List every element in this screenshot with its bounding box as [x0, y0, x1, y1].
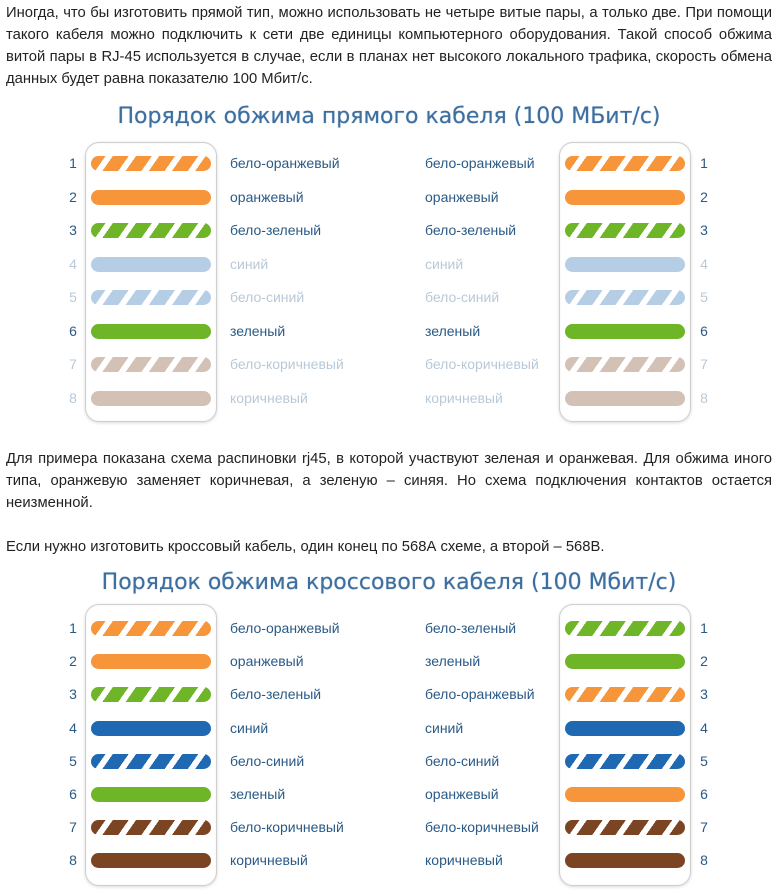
right-wire-8 [565, 853, 685, 868]
left-wire-label: бело-зеленый [230, 222, 322, 238]
left-wire-label: синий [230, 719, 269, 736]
left-wire-3 [91, 223, 211, 238]
right-wire-7 [565, 357, 685, 372]
left-wire-label: зеленый [230, 786, 286, 802]
left-wire-label: коричневый [230, 389, 308, 406]
right-wire-label: бело-синий [425, 289, 500, 305]
left-wire-label: бело-синий [230, 289, 305, 305]
right-pin-number: 4 [700, 719, 708, 736]
right-pin-number: 7 [700, 819, 708, 836]
middle-paragraph: Для примера показана схема распиновки rj45, в которой участвуют зеленая и оранжевая. Для обжима иного типа, оранжевую заменяет коричневая, а зеленую – синяя. Но схема подключения контактов остается неизменной. [6, 451, 772, 511]
right-wire-2 [565, 190, 685, 205]
left-pin-number: 2 [69, 188, 77, 205]
right-pin-number: 1 [700, 155, 708, 171]
right-wire-label: бело-коричневый [425, 356, 539, 372]
left-pin-number: 2 [69, 653, 77, 670]
right-wire-7 [565, 820, 685, 835]
right-wire-label: зеленый [425, 322, 481, 339]
right-wire-label: синий [425, 255, 464, 272]
left-wire-label: оранжевый [230, 653, 304, 670]
left-wire-8 [91, 391, 211, 406]
left-pin-number: 5 [69, 289, 77, 305]
left-wire-label: бело-оранжевый [230, 155, 340, 171]
left-wire-4 [91, 257, 211, 272]
right-wire-label: бело-оранжевый [425, 155, 535, 171]
right-wire-1 [565, 156, 685, 171]
left-wire-label: бело-зеленый [230, 686, 322, 703]
right-wire-4 [565, 721, 685, 736]
right-wire-label: коричневый [425, 389, 503, 406]
cross-intro-paragraph: Если нужно изготовить кроссовый кабель, один конец по 568А схеме, а второй – 568В. [6, 539, 605, 555]
left-wire-label: бело-оранжевый [230, 620, 340, 636]
left-wire-5 [91, 754, 211, 769]
left-wire-label: бело-коричневый [230, 356, 344, 372]
left-wire-label: оранжевый [230, 188, 304, 205]
left-wire-2 [91, 654, 211, 669]
right-wire-label: бело-синий [425, 752, 500, 769]
right-wire-label: бело-зеленый [425, 620, 517, 636]
right-wire-label: оранжевый [425, 786, 499, 802]
left-pin-number: 8 [69, 389, 77, 406]
right-wire-6 [565, 324, 685, 339]
left-pin-number: 8 [69, 852, 77, 869]
left-wire-5 [91, 290, 211, 305]
right-pin-number: 8 [700, 852, 708, 869]
right-pin-number: 1 [700, 620, 708, 636]
left-wire-4 [91, 721, 211, 736]
right-pin-number: 3 [700, 686, 708, 703]
right-wire-label: синий [425, 719, 464, 736]
left-pin-number: 6 [69, 786, 77, 802]
right-wire-label: коричневый [425, 852, 503, 869]
left-wire-label: бело-коричневый [230, 819, 344, 836]
right-wire-1 [565, 621, 685, 636]
right-pin-number: 8 [700, 389, 708, 406]
left-wire-7 [91, 357, 211, 372]
left-connector-box [85, 142, 217, 422]
left-wire-6 [91, 787, 211, 802]
right-pin-number: 2 [700, 653, 708, 670]
left-pin-number: 7 [69, 819, 77, 836]
right-wire-6 [565, 787, 685, 802]
left-connector-box [85, 604, 217, 886]
left-wire-1 [91, 621, 211, 636]
right-wire-5 [565, 754, 685, 769]
right-wire-3 [565, 687, 685, 702]
right-pin-number: 5 [700, 289, 708, 305]
left-wire-8 [91, 853, 211, 868]
left-pin-number: 3 [69, 222, 77, 238]
right-wire-label: бело-зеленый [425, 222, 517, 238]
right-pin-number: 6 [700, 322, 708, 339]
right-wire-5 [565, 290, 685, 305]
intro-paragraph: Иногда, что бы изготовить прямой тип, можно использовать не четыре витые пары, а только две. При помощи такого кабеля можно подключить к сети две единицы компьютерного оборудования. Такой способ обжима витой пары в RJ-45 используется в случае, если в планах нет высокого локального трафика, скорость обмена данных будет равна показателю 100 Мбит/с. [6, 5, 772, 87]
left-wire-1 [91, 156, 211, 171]
right-connector-box [559, 142, 691, 422]
left-pin-number: 6 [69, 322, 77, 339]
right-pin-number: 4 [700, 255, 708, 272]
left-wire-2 [91, 190, 211, 205]
crossover-cable-title: Порядок обжима кроссового кабеля (100 Мбит/с) [101, 570, 677, 595]
left-pin-number: 7 [69, 356, 77, 372]
left-wire-6 [91, 324, 211, 339]
right-wire-label: зеленый [425, 653, 481, 670]
left-pin-number: 4 [69, 255, 77, 272]
right-pin-number: 2 [700, 188, 708, 205]
right-wire-3 [565, 223, 685, 238]
left-pin-number: 5 [69, 752, 77, 769]
right-pin-number: 6 [700, 786, 708, 802]
left-wire-3 [91, 687, 211, 702]
right-pin-number: 5 [700, 752, 708, 769]
right-wire-label: оранжевый [425, 188, 499, 205]
right-wire-8 [565, 391, 685, 406]
left-pin-number: 3 [69, 686, 77, 703]
right-wire-label: бело-оранжевый [425, 686, 535, 703]
left-wire-7 [91, 820, 211, 835]
left-wire-label: бело-синий [230, 752, 305, 769]
right-pin-number: 3 [700, 222, 708, 238]
left-pin-number: 1 [69, 620, 77, 636]
left-pin-number: 4 [69, 719, 77, 736]
right-connector-box [559, 604, 691, 886]
right-wire-label: бело-коричневый [425, 819, 539, 836]
right-wire-2 [565, 654, 685, 669]
right-wire-4 [565, 257, 685, 272]
straight-cable-title: Порядок обжима прямого кабеля (100 МБит/с) [117, 104, 661, 129]
right-pin-number: 7 [700, 356, 708, 372]
left-wire-label: зеленый [230, 322, 286, 339]
left-wire-label: коричневый [230, 852, 308, 869]
left-pin-number: 1 [69, 155, 77, 171]
left-wire-label: синий [230, 255, 269, 272]
